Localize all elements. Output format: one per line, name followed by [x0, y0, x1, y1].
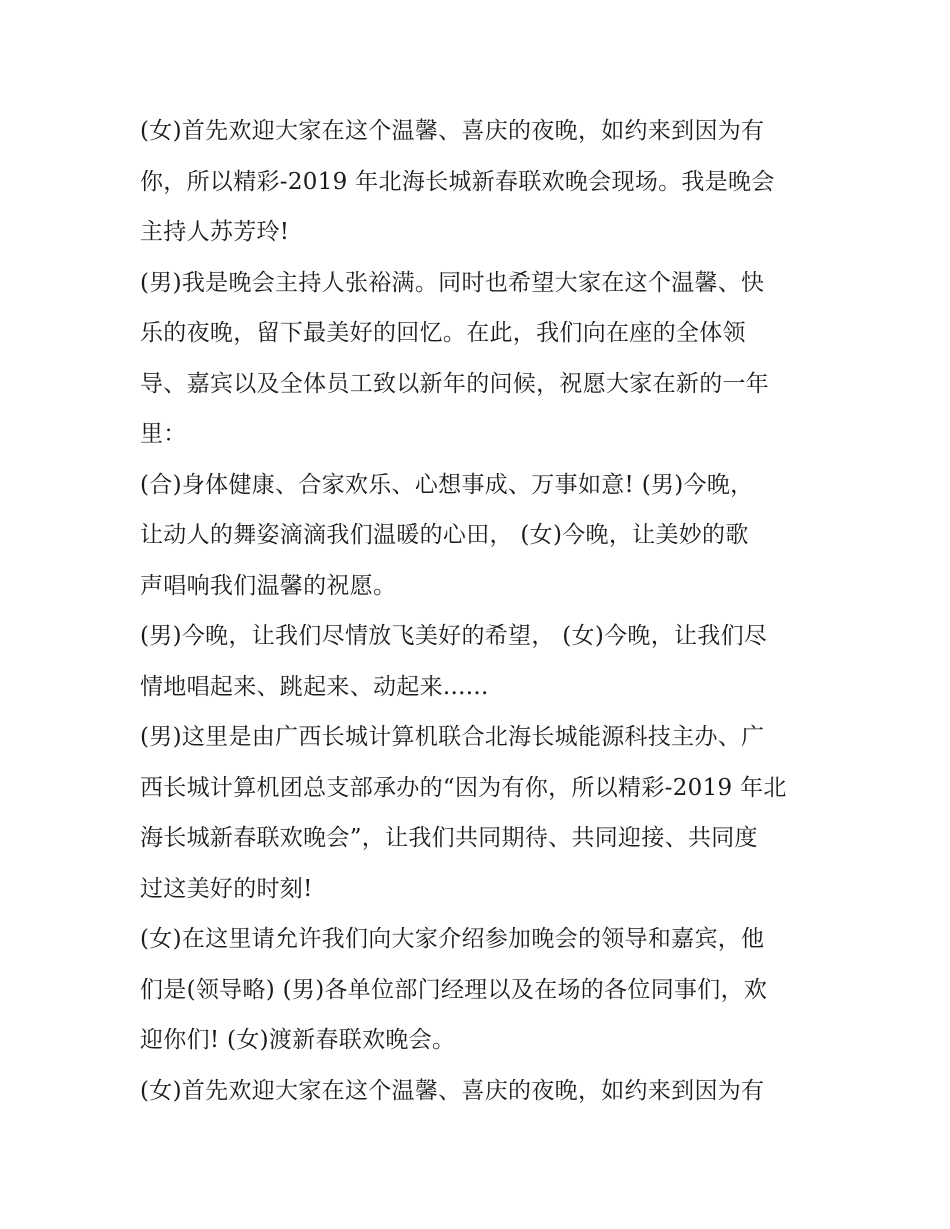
- text-line: 导、嘉宾以及全体员工致以新年的问候，祝愿大家在新的一年: [140, 370, 770, 397]
- text-line: 西长城计算机团总支部承办的“因为有你，所以精彩-2019 年北: [140, 774, 787, 801]
- text-line: (女)首先欢迎大家在这个温馨、喜庆的夜晚，如约来到因为有: [140, 1077, 765, 1104]
- text-line: (男)今晚，让我们尽情放飞美好的希望， (女)今晚，让我们尽: [140, 623, 768, 649]
- text-line: 迎你们! (女)渡新春联欢晚会。: [140, 1027, 456, 1053]
- text-line: 主持人苏芳玲!: [140, 219, 290, 245]
- document-body: [140, 106, 820, 1116]
- text-line: 们是(领导略) (男)各单位部门经理以及在场的各位同事们，欢: [140, 976, 768, 1003]
- text-line: (女)首先欢迎大家在这个温馨、喜庆的夜晚，如约来到因为有: [140, 118, 765, 144]
- text-line: 过这美好的时刻!: [140, 875, 313, 902]
- text-line: 你，所以精彩-2019 年北海长城新春联欢晚会现场。我是晚会: [140, 168, 775, 195]
- text-line: 情地唱起来、跳起来、动起来......: [140, 673, 489, 700]
- text-line: 声唱响我们温馨的祝愿。: [140, 572, 397, 599]
- text-line: 乐的夜晚，留下最美好的回忆。在此，我们向在座的全体领: [140, 320, 746, 346]
- text-line: 海长城新春联欢晚会”，让我们共同期待、共同迎接、共同度: [140, 825, 758, 851]
- text-line: 让动人的舞姿滴滴我们温暖的心田， (女)今晚，让美妙的歌: [140, 522, 749, 548]
- text-line: 里：: [140, 421, 187, 447]
- text-line: (男)我是晚会主持人张裕满。同时也希望大家在这个温馨、快: [140, 269, 765, 296]
- text-line: (男)这里是由广西长城计算机联合北海长城能源科技主办、广: [140, 724, 765, 750]
- text-line: (合)身体健康、合家欢乐、心想事成、万事如意! (男)今晚，: [140, 471, 754, 498]
- text-line: (女)在这里请允许我们向大家介绍参加晚会的领导和嘉宾，他: [140, 926, 765, 952]
